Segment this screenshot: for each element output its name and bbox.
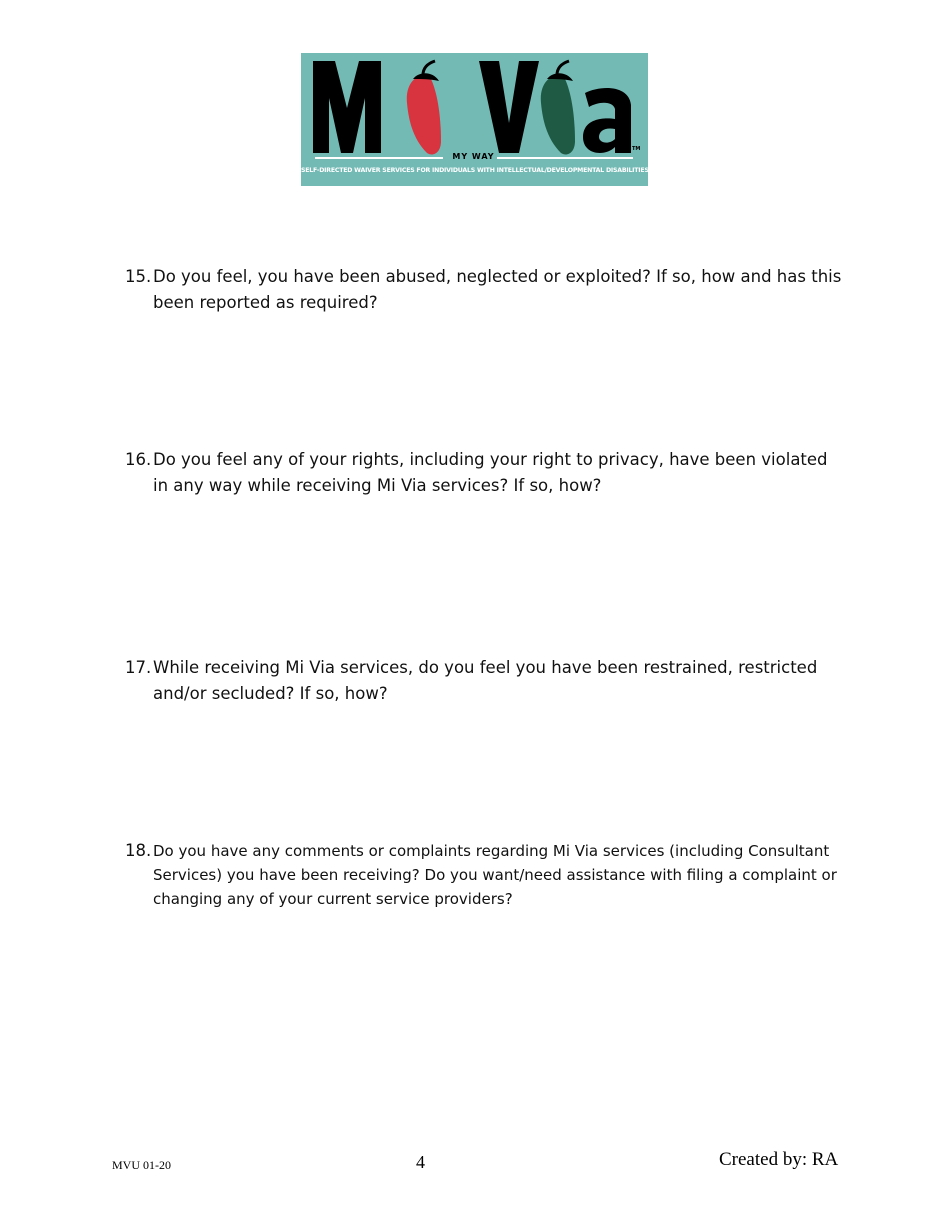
question-number: 18. [125,841,152,860]
question-number: 17. [125,658,152,677]
green-chile-icon [541,75,575,155]
question-15 [125,264,845,316]
logo-line-left [315,157,443,159]
question-18 [125,839,845,911]
red-chile-stem-icon [423,61,435,75]
green-chile-stem-icon [557,61,569,75]
mi-via-logo [301,53,648,186]
question-text: Do you feel, you have been abused, neglected or exploited? If so, how and has this been reported as required? [153,267,842,312]
logo-letter-v [479,61,539,153]
question-16 [125,447,845,499]
question-text: Do you feel any of your rights, including your right to privacy, have been violated in any way while receiving Mi Via services? If so, how? [153,450,828,495]
footer-page-number: 4 [416,1152,425,1172]
logo-subtitle: MY WAY [452,152,495,161]
question-text: Do you have any comments or complaints regarding Mi Via services (including Consultant Services) you have been receiving? Do you want/need assistance with filing a complaint or changing any of your current service providers? [153,842,837,908]
question-number: 15. [125,267,152,286]
logo-tagline: SELF-DIRECTED WAIVER SERVICES FOR INDIVIDUALS WITH INTELLECTUAL/DEVELOPMENTAL DISABILITIES [301,167,649,174]
red-chile-icon [407,75,441,155]
logo-letter-a [583,88,631,153]
footer-created-by: Created by: RA [719,1149,839,1170]
logo-trademark: TM [632,146,641,152]
logo-line-right [497,157,633,159]
logo-letter-m [313,61,381,153]
footer-form-code: MVU 01-20 [112,1158,171,1172]
question-text: While receiving Mi Via services, do you feel you have been restrained, restricted and/or secluded? If so, how? [153,658,818,703]
question-17 [125,655,845,707]
question-number: 16. [125,450,152,469]
